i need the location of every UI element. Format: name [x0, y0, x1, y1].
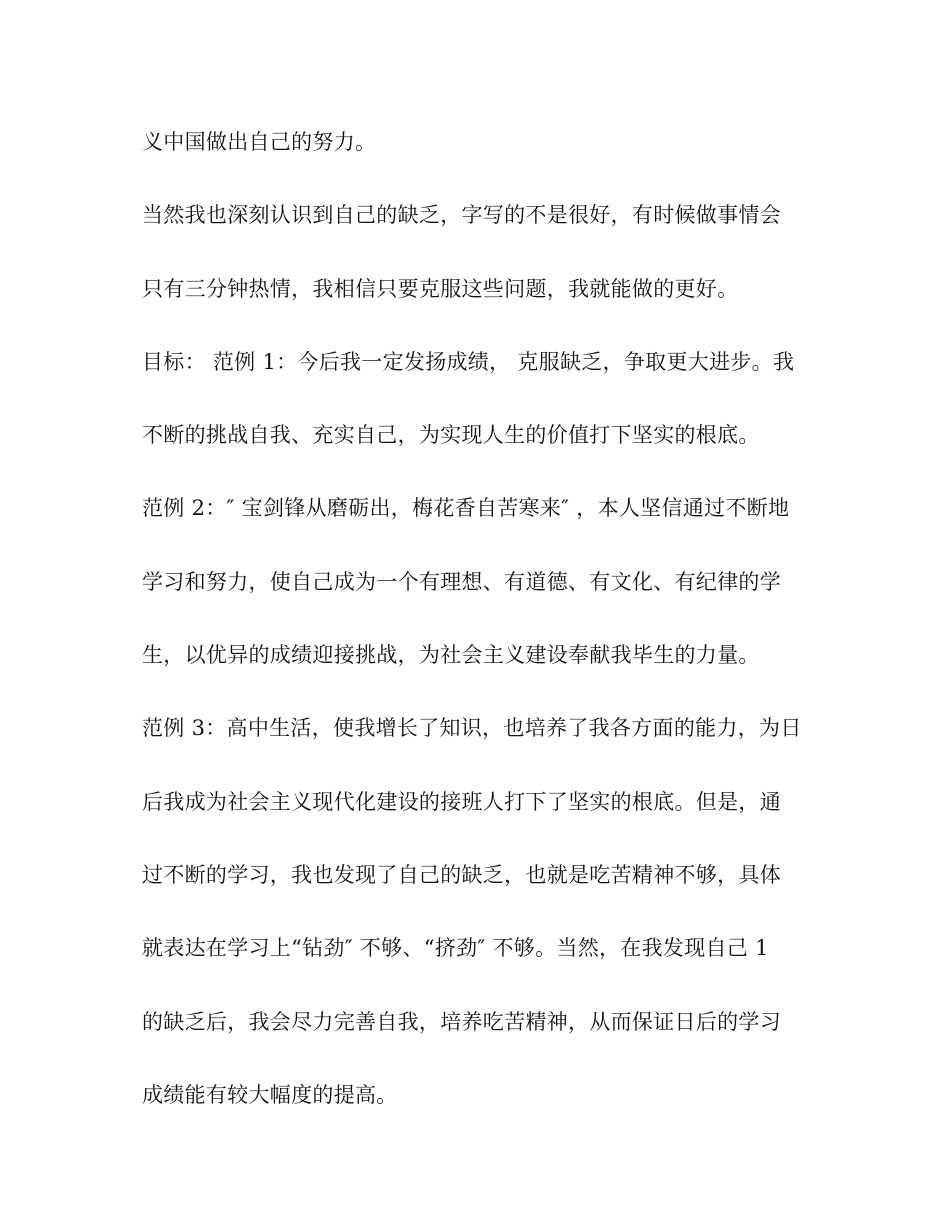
- document-body: [142, 112, 822, 1138]
- text-line: 过不断的学习，我也发现了自己的缺乏，也就是吃苦精神不够，具体: [142, 862, 781, 887]
- text-line: 范例 2：″ 宝剑锋从磨砺出，梅花香自苦寒来″ ，本人坚信通过不断地: [142, 496, 790, 521]
- text-line: 成绩能有较大幅度的提高。: [142, 1082, 398, 1107]
- text-line: 目标： 范例 1：今后我一定发扬成绩， 克服缺乏，争取更大进步。我: [142, 349, 795, 374]
- text-line: 不断的挑战自我、充实自己，为实现人生的价值打下坚实的根底。: [142, 423, 760, 448]
- text-line: 学习和努力，使自己成为一个有理想、有道德、有文化、有纪律的学: [142, 569, 781, 594]
- text-line: 当然我也深刻认识到自己的缺乏，字写的不是很好，有时候做事情会: [142, 203, 781, 228]
- text-line: 就表达在学习上“钻劲″ 不够、“挤劲″ 不够。当然，在我发现自己 1: [142, 936, 769, 961]
- text-line: 后我成为社会主义现代化建设的接班人打下了坚实的根底。但是，通: [142, 789, 781, 814]
- text-line: 只有三分钟热情，我相信只要克服这些问题，我就能做的更好。: [142, 276, 739, 301]
- text-line: 范例 3：高中生活，使我增长了知识，也培养了我各方面的能力，为日: [142, 716, 802, 741]
- text-line: 生，以优异的成绩迎接挑战，为社会主义建设奉献我毕生的力量。: [142, 643, 760, 668]
- text-line: 的缺乏后，我会尽力完善自我，培养吃苦精神，从而保证日后的学习: [142, 1009, 781, 1034]
- text-line: 义中国做出自己的努力。: [142, 130, 377, 154]
